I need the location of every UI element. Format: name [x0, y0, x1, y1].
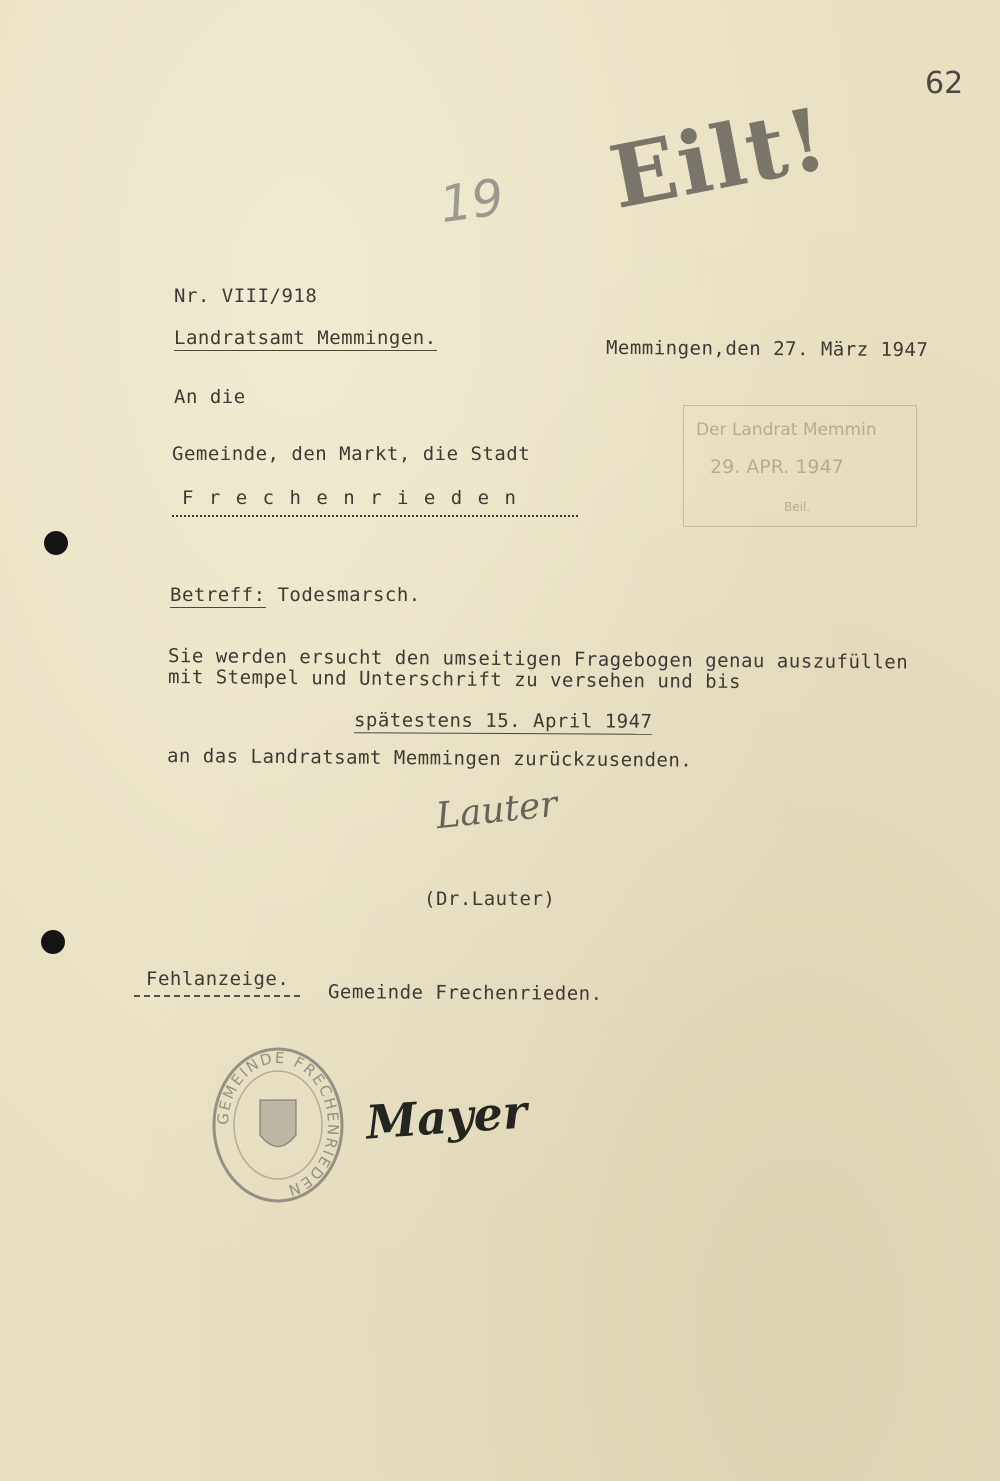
- address-recipient-name: F r e c h e n r i e d e n: [182, 487, 518, 509]
- body-line-3: an das Landratsamt Memmingen zurückzusenden.: [166, 745, 693, 772]
- address-to: An die: [174, 386, 246, 408]
- pencil-annotation: 19: [436, 167, 508, 235]
- reference-number: Nr. VIII/918: [174, 285, 318, 307]
- received-stamp-date: 29. APR. 1947: [710, 456, 844, 478]
- seal-text: GEMEINDE FRECHENRIEDEN: [213, 1048, 343, 1201]
- recipient-dotted-line: [172, 515, 578, 517]
- body-line-2: mit Stempel und Unterschrift zu versehen und bis: [167, 666, 742, 694]
- reply-municipality: Gemeinde Frechenrieden.: [327, 981, 603, 1005]
- reply-label: Fehlanzeige.: [146, 968, 290, 990]
- received-stamp-enclosure: Beil.: [784, 500, 811, 514]
- reply-label-underline: [134, 995, 300, 997]
- received-stamp: [683, 405, 917, 527]
- received-stamp-office: Der Landrat Memmin: [696, 420, 877, 440]
- deadline: spätestens 15. April 1947: [353, 709, 653, 733]
- sender-office: Landratsamt Memmingen.: [174, 327, 437, 349]
- place-date: Memmingen,den 27. März 1947: [605, 336, 929, 362]
- punch-hole-bottom: [41, 930, 65, 954]
- punch-hole-top: [44, 531, 68, 555]
- seal-coat-of-arms: [260, 1100, 296, 1147]
- urgent-stamp: Eilt!: [602, 88, 837, 229]
- body-line-1: Sie werden ersucht den umseitigen Fragebogen genau auszufüllen: [167, 645, 909, 674]
- handwritten-signature-mayer: Mayer: [364, 1084, 529, 1150]
- handwritten-signature-lauter: Lauter: [434, 783, 560, 838]
- address-recipient-types: Gemeinde, den Markt, die Stadt: [172, 443, 531, 465]
- printed-signature: (Dr.Lauter): [424, 888, 556, 910]
- page-number: 62: [925, 66, 964, 101]
- subject-label: Betreff:: [170, 584, 266, 606]
- subject-line: [170, 584, 421, 606]
- subject-value: Todesmarsch.: [277, 584, 421, 606]
- municipal-seal: [208, 1040, 348, 1210]
